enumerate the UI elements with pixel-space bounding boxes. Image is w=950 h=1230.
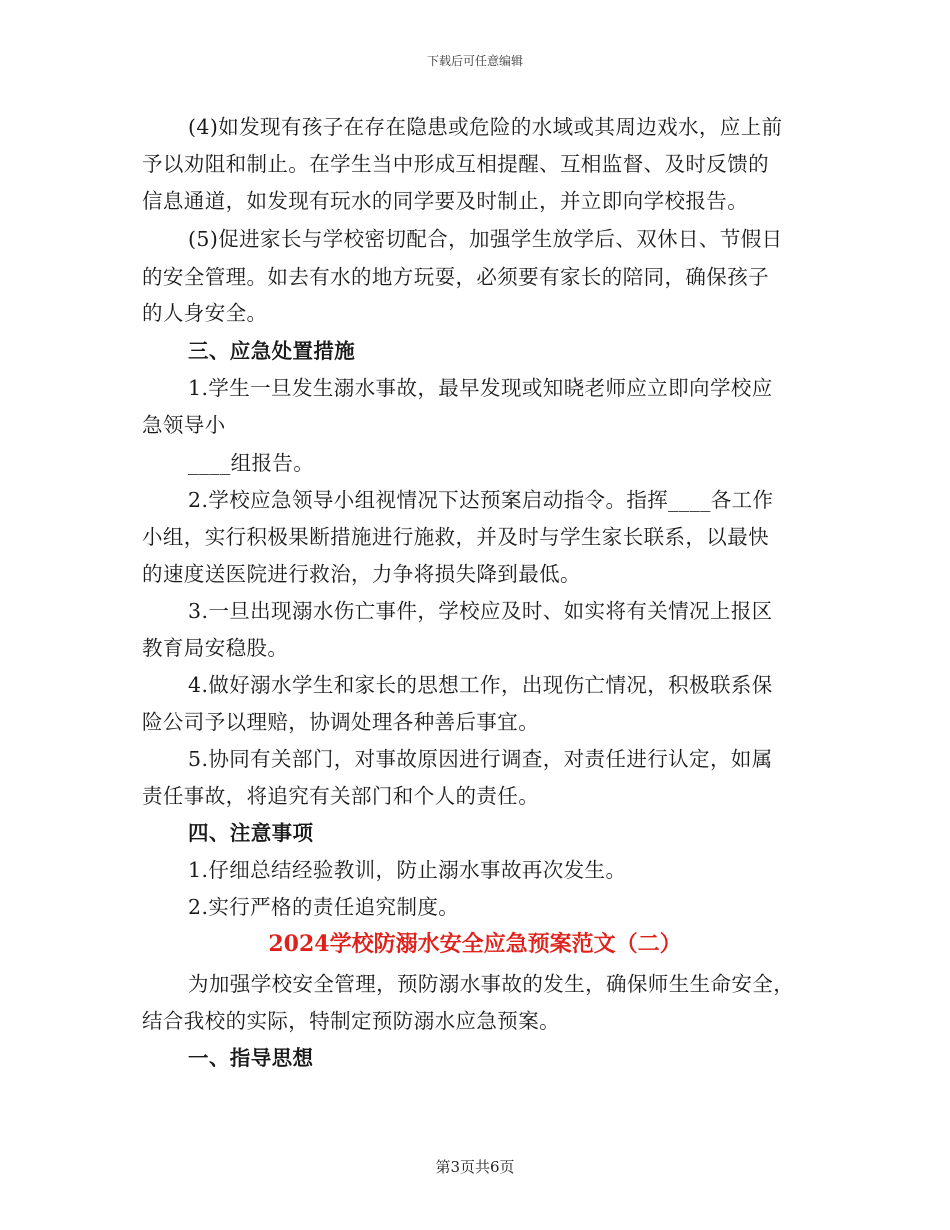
- paragraph-line: 的速度送医院进行救治，力争将损失降到最低。: [142, 562, 581, 586]
- paragraph-line: 3.一旦出现溺水伤亡事件，学校应及时、如实将有关情况上报区: [188, 599, 773, 623]
- paragraph-line: 小组，实行积极果断措施进行施救，并及时与学生家长联系，以最快: [142, 525, 769, 549]
- section-heading: 三、应急处置措施: [188, 339, 356, 363]
- page-header: 下载后可任意编辑: [426, 54, 523, 68]
- paragraph-line: 2.学校应急领导小组视情况下达预案启动指令。指挥____各工作: [188, 488, 774, 512]
- paragraph-line: 结合我校的实际，特制定预防溺水应急预案。: [142, 1009, 560, 1033]
- paragraph-line: 教育局安稳股。: [142, 636, 289, 660]
- document-title: 2024学校防溺水安全应急预案范文（二）: [268, 931, 682, 957]
- paragraph-line: 5.协同有关部门，对事故原因进行调查，对责任进行认定，如属: [188, 747, 773, 771]
- paragraph-line: (4)如发现有孩子在存在隐患或危险的水域或其周边戏水，应上前: [188, 115, 783, 139]
- paragraph-line: 予以劝阻和制止。在学生当中形成互相提醒、互相监督、及时反馈的: [142, 152, 769, 176]
- paragraph-line: 为加强学校安全管理，预防溺水事故的发生，确保师生生命安全，: [188, 972, 795, 996]
- paragraph-line: 4.做好溺水学生和家长的思想工作，出现伤亡情况，积极联系保: [188, 673, 773, 697]
- paragraph-line: 险公司予以理赔，协调处理各种善后事宜。: [142, 710, 540, 734]
- paragraph-line: 的安全管理。如去有水的地方玩耍，必须要有家长的陪同，确保孩子: [142, 265, 769, 289]
- paragraph-line: (5)促进家长与学校密切配合，加强学生放学后、双休日、节假日: [188, 227, 783, 251]
- paragraph-line: 2.实行严格的责任追究制度。: [188, 895, 460, 919]
- paragraph-line: 的人身安全。: [142, 301, 268, 325]
- paragraph-line: 1.学生一旦发生溺水事故，最早发现或知晓老师应立即向学校应: [188, 376, 773, 400]
- page-footer: 第3页共6页: [435, 1158, 515, 1176]
- section-heading: 一、指导思想: [188, 1046, 314, 1070]
- paragraph-line: ____组报告。: [188, 451, 315, 475]
- section-heading: 四、注意事项: [188, 821, 314, 845]
- paragraph-line: 急领导小: [142, 413, 226, 437]
- paragraph-line: 1.仔细总结经验教训，防止溺水事故再次发生。: [188, 858, 627, 882]
- paragraph-line: 信息通道，如发现有玩水的同学要及时制止，并立即向学校报告。: [142, 189, 749, 213]
- paragraph-line: 责任事故，将追究有关部门和个人的责任。: [142, 784, 540, 808]
